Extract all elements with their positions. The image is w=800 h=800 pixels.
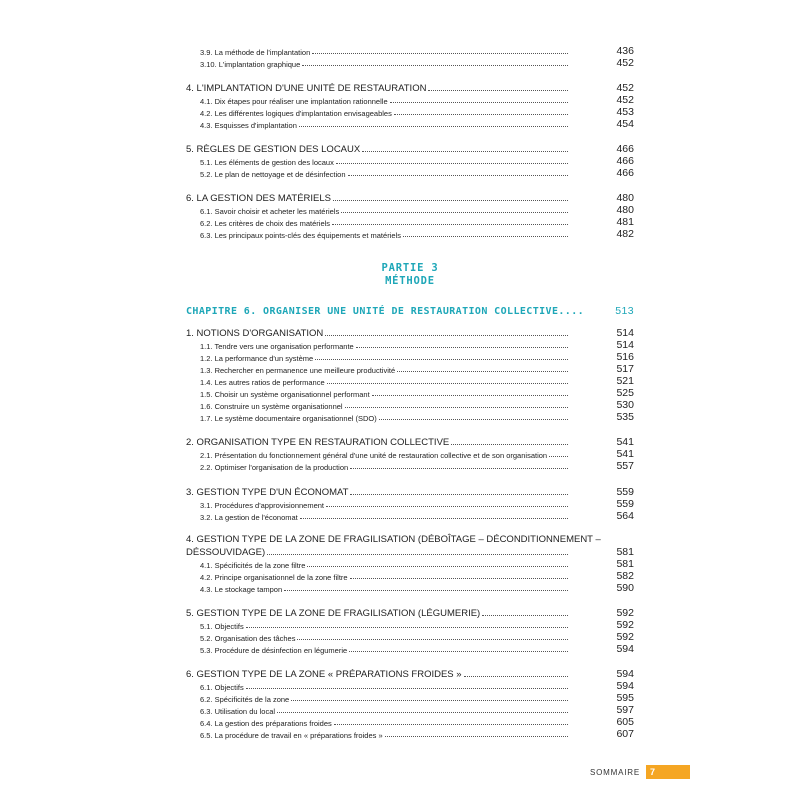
toc-item-label: 2.1. Présentation du fonctionnement général d'une unité de restauration collective et de son organisation bbox=[200, 451, 548, 460]
toc-item-page: 592 bbox=[616, 631, 634, 643]
toc-item-label: 6.3. Les principaux points-clés des équipements et matériels bbox=[200, 231, 401, 240]
toc-item-page: 535 bbox=[616, 411, 634, 423]
toc-item-label: 4.1. Dix étapes pour réaliser une implantation rationnelle bbox=[200, 97, 388, 106]
toc-item-label: 6.2. Spécificités de la zone bbox=[200, 695, 290, 704]
toc-item-page: 454 bbox=[616, 118, 634, 130]
toc-chapter-heading[interactable] bbox=[186, 303, 634, 317]
toc-section-page: 452 bbox=[616, 82, 634, 94]
toc-section-page: 559 bbox=[616, 486, 634, 498]
toc-item[interactable] bbox=[186, 558, 634, 570]
toc-item-label: 3.10. L'implantation graphique bbox=[200, 60, 301, 69]
toc-item[interactable] bbox=[186, 118, 634, 130]
page-number-badge: 7 bbox=[646, 765, 690, 779]
toc-item-label: 6.1. Savoir choisir et acheter les matériels bbox=[200, 207, 340, 216]
toc-section-title: 2. ORGANISATION TYPE EN RESTAURATION COLLECTIVE bbox=[186, 437, 450, 448]
toc-item-label: 3.1. Procédures d'approvisionnement bbox=[200, 501, 325, 510]
toc-item[interactable] bbox=[186, 57, 634, 69]
toc-item-page: 595 bbox=[616, 692, 634, 704]
toc-item-page: 590 bbox=[616, 582, 634, 594]
toc-section-heading[interactable] bbox=[186, 544, 634, 558]
toc-item[interactable] bbox=[186, 692, 634, 704]
toc-item[interactable] bbox=[186, 680, 634, 692]
toc-item-label: 1.5. Choisir un système organisationnel performant bbox=[200, 390, 370, 399]
toc-item[interactable] bbox=[186, 619, 634, 631]
part-number: PARTIE 3 bbox=[381, 262, 439, 274]
toc-item-page: 452 bbox=[616, 94, 634, 106]
toc-item[interactable] bbox=[186, 339, 634, 351]
toc-item-page: 564 bbox=[616, 510, 634, 522]
toc-item-page: 466 bbox=[616, 155, 634, 167]
page-footer bbox=[590, 765, 690, 779]
toc-section-heading[interactable] bbox=[186, 80, 634, 94]
toc-item[interactable] bbox=[186, 94, 634, 106]
toc-item-page: 514 bbox=[616, 339, 634, 351]
toc-item[interactable] bbox=[186, 460, 634, 472]
toc-item-page: 605 bbox=[616, 716, 634, 728]
toc-section-heading[interactable] bbox=[186, 605, 634, 619]
toc-item-label: 4.3. Esquisses d'implantation bbox=[200, 121, 297, 130]
toc-item-page: 466 bbox=[616, 167, 634, 179]
toc-item[interactable] bbox=[186, 728, 634, 740]
toc-item-label: 6.1. Objectifs bbox=[200, 683, 244, 692]
toc-item-label: 1.2. La performance d'un système bbox=[200, 354, 314, 363]
toc-section-page: 480 bbox=[616, 192, 634, 204]
toc-item[interactable] bbox=[186, 399, 634, 411]
toc-item-label: 6.4. La gestion des préparations froides bbox=[200, 719, 332, 728]
toc-item-page: 516 bbox=[616, 351, 634, 363]
toc-item[interactable] bbox=[186, 155, 634, 167]
toc-item-label: 4.3. Le stockage tampon bbox=[200, 585, 283, 594]
toc-item-page: 525 bbox=[616, 387, 634, 399]
toc-item-page: 594 bbox=[616, 680, 634, 692]
toc-section-title: 5. GESTION TYPE DE LA ZONE DE FRAGILISATION (LÉGUMERIE) bbox=[186, 608, 481, 619]
toc-item-page: 517 bbox=[616, 363, 634, 375]
toc-section-page: 541 bbox=[616, 436, 634, 448]
toc-item[interactable] bbox=[186, 498, 634, 510]
toc-item-label: 6.5. La procédure de travail en « préparations froides » bbox=[200, 731, 383, 740]
toc-item-label: 5.2. Organisation des tâches bbox=[200, 634, 296, 643]
toc-item-label: 1.4. Les autres ratios de performance bbox=[200, 378, 325, 387]
toc-section-title: 5. RÈGLES DE GESTION DES LOCAUX bbox=[186, 144, 361, 155]
toc-item-label: 1.6. Construire un système organisationnel bbox=[200, 402, 343, 411]
toc-item[interactable] bbox=[186, 631, 634, 643]
toc-item-label: 4.1. Spécificités de la zone filtre bbox=[200, 561, 306, 570]
toc-item-page: 480 bbox=[616, 204, 634, 216]
toc-item-label: 2.2. Optimiser l'organisation de la production bbox=[200, 463, 349, 472]
toc-section-heading[interactable] bbox=[186, 666, 634, 680]
toc-item-label: 4.2. Principe organisationnel de la zone filtre bbox=[200, 573, 348, 582]
toc-section-title: 4. L'IMPLANTATION D'UNE UNITÉ DE RESTAURATION bbox=[186, 83, 427, 94]
toc-item[interactable] bbox=[186, 167, 634, 179]
toc-item[interactable] bbox=[186, 351, 634, 363]
toc-item-label: 1.7. Le système documentaire organisationnel (SDO) bbox=[200, 414, 377, 423]
footer-label: SOMMAIRE bbox=[590, 767, 640, 777]
toc-item[interactable] bbox=[186, 204, 634, 216]
toc-item-label: 6.2. Les critères de choix des matériels bbox=[200, 219, 331, 228]
toc-section-page: 466 bbox=[616, 143, 634, 155]
toc-item-label: 5.1. Objectifs bbox=[200, 622, 244, 631]
toc-item[interactable] bbox=[186, 216, 634, 228]
toc-section-title: 6. GESTION TYPE DE LA ZONE « PRÉPARATIONS FROIDES » bbox=[186, 669, 462, 680]
toc-section-title-line2: DÉSSOUVIDAGE) bbox=[186, 547, 266, 558]
toc-item-page: 481 bbox=[616, 216, 634, 228]
toc-item-label: 4.2. Les différentes logiques d'implantation envisageables bbox=[200, 109, 392, 118]
part-title: MÉTHODE bbox=[385, 275, 435, 287]
toc-item[interactable] bbox=[186, 643, 634, 655]
toc-section-heading[interactable] bbox=[186, 484, 634, 498]
toc-section-title: 3. GESTION TYPE D'UN ÉCONOMAT bbox=[186, 487, 349, 498]
toc-item[interactable] bbox=[186, 716, 634, 728]
toc-item[interactable] bbox=[186, 106, 634, 118]
part-heading bbox=[186, 262, 634, 288]
toc-item-page: 607 bbox=[616, 728, 634, 740]
toc-item[interactable] bbox=[186, 582, 634, 594]
toc-item-page: 521 bbox=[616, 375, 634, 387]
toc-item[interactable] bbox=[186, 228, 634, 240]
toc-item-page: 581 bbox=[616, 558, 634, 570]
toc-item[interactable] bbox=[186, 387, 634, 399]
toc-item-label: 3.2. La gestion de l'économat bbox=[200, 513, 298, 522]
toc-item-page: 452 bbox=[616, 57, 634, 69]
toc-item-page: 530 bbox=[616, 399, 634, 411]
toc-item-page: 557 bbox=[616, 460, 634, 472]
toc-item[interactable] bbox=[186, 704, 634, 716]
toc-item-page: 594 bbox=[616, 643, 634, 655]
toc-item[interactable] bbox=[186, 448, 634, 460]
toc-section-page: 592 bbox=[616, 607, 634, 619]
toc-item-page: 453 bbox=[616, 106, 634, 118]
toc-item[interactable] bbox=[186, 510, 634, 522]
toc-section-heading[interactable] bbox=[186, 141, 634, 155]
toc-section-heading[interactable] bbox=[186, 325, 634, 339]
toc-item-page: 482 bbox=[616, 228, 634, 240]
toc-section-page: 594 bbox=[616, 668, 634, 680]
toc-item-label: 1.3. Rechercher en permanence une meilleure productivité bbox=[200, 366, 396, 375]
toc-item[interactable] bbox=[186, 363, 634, 375]
toc-section-page: 514 bbox=[616, 327, 634, 339]
toc-item-label: 1.1. Tendre vers une organisation performante bbox=[200, 342, 354, 351]
toc-item-page: 597 bbox=[616, 704, 634, 716]
toc-item[interactable] bbox=[186, 45, 634, 57]
toc-chapter-page: 513 bbox=[615, 305, 634, 317]
toc-item-page: 541 bbox=[616, 448, 634, 460]
toc-section-heading[interactable] bbox=[186, 190, 634, 204]
toc-item-page: 592 bbox=[616, 619, 634, 631]
toc-item-label: 6.3. Utilisation du local bbox=[200, 707, 276, 716]
toc-item-page: 559 bbox=[616, 498, 634, 510]
toc-item-label: 3.9. La méthode de l'implantation bbox=[200, 48, 311, 57]
toc-item-label: 5.2. Le plan de nettoyage et de désinfection bbox=[200, 170, 346, 179]
toc-section-heading[interactable] bbox=[186, 434, 634, 448]
toc-section-title-line1[interactable]: 4. GESTION TYPE DE LA ZONE DE FRAGILISATION (DÉBOÎTAGE – DÉCONDITIONNEMENT – bbox=[186, 534, 601, 545]
toc-item[interactable] bbox=[186, 375, 634, 387]
toc-section-title: 6. LA GESTION DES MATÉRIELS bbox=[186, 193, 332, 204]
toc-chapter-title: CHAPITRE 6. ORGANISER UNE UNITÉ DE RESTAURATION COLLECTIVE.... bbox=[186, 306, 585, 317]
toc-item-page: 436 bbox=[616, 45, 634, 57]
toc-item-label: 5.3. Procédure de désinfection en légumerie bbox=[200, 646, 348, 655]
toc-item[interactable] bbox=[186, 411, 634, 423]
toc-item-label: 5.1. Les éléments de gestion des locaux bbox=[200, 158, 334, 167]
toc-section-title: 1. NOTIONS D'ORGANISATION bbox=[186, 328, 324, 339]
toc-item-page: 582 bbox=[616, 570, 634, 582]
toc-item[interactable] bbox=[186, 570, 634, 582]
toc-section-page: 581 bbox=[616, 546, 634, 558]
